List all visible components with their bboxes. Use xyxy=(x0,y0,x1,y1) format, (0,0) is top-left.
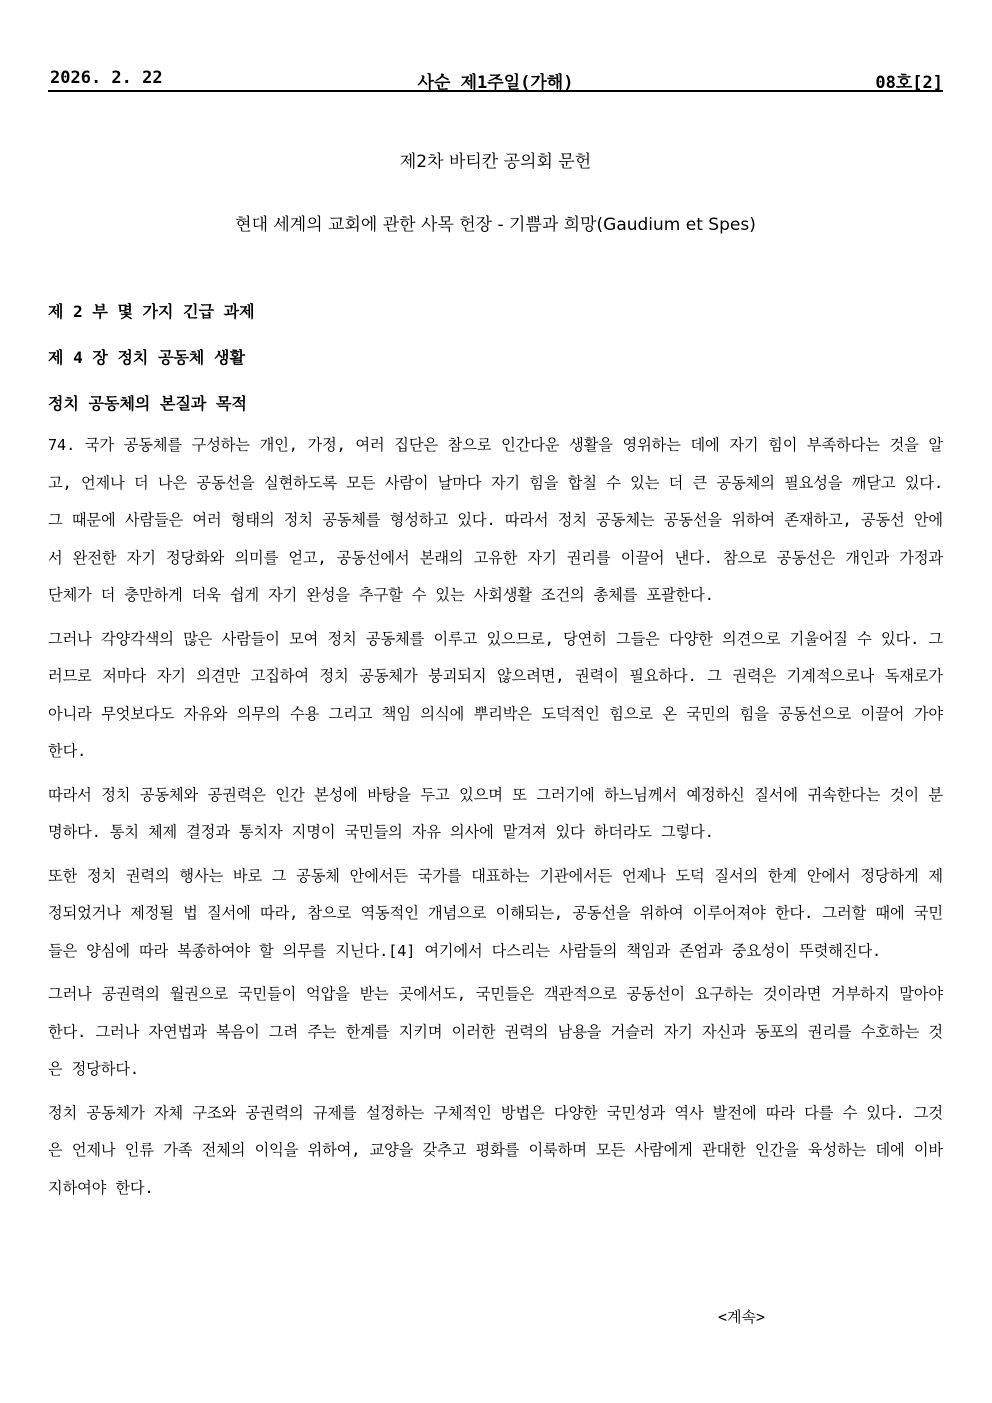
header-date: 2026. 2. 22 xyxy=(50,68,163,88)
paragraph-3: 따라서 정치 공동체와 공권력은 인간 본성에 바탕을 두고 있으며 또 그러기에 하느님께서 예정하신 질서에 귀속한다는 것이 분명하다. 통치 체제 결정과 통치자 지명이 국민들의 자유 의사에 맡겨져 있다 하더라도 그렇다. xyxy=(48,785,943,841)
header-issue: 08호[2] xyxy=(875,73,943,93)
paragraph-5: 그러나 공권력의 월권으로 국민들이 억압을 받는 곳에서도, 국민들은 객관적으로 공동선이 요구하는 것이라면 거부하지 말아야 한다. 그러나 자연법과 복음이 그려 주는 한계를 지키며 이러한 권력의 남용을 거슬러 자기 자신과 동포의 권리를 수호하는 것은 정당하다. xyxy=(48,985,943,1078)
part-heading: 제 2 부 몇 가지 긴급 과제 xyxy=(48,302,255,321)
paragraph-2: 그러나 각양각색의 많은 사람들이 모여 정치 공동체를 이루고 있으므로, 당연히 그들은 다양한 의견으로 기울어질 수 있다. 그러므로 저마다 자기 의견만 고집하여 정치 공동체가 붕괴되지 않으려면, 권력이 필요하다. 그 권력은 기계적으로나 독재로가 아니라 무엇보다도 자유와 의무의 수용 그리고 책임 의식에 뿌리박은 도덕적인 힘으로 온 국민의 힘을 공동선으로 이끌어 가야 한다. xyxy=(48,629,943,760)
document-title: 제2차 바티칸 공의회 문헌 xyxy=(399,152,592,172)
page-header xyxy=(48,60,943,92)
paragraph-1: 74. 국가 공동체를 구성하는 개인, 가정, 여러 집단은 참으로 인간다운 생활을 영위하는 데에 자기 힘이 부족하다는 것을 알고, 언제나 더 나은 공동선을 실현하도록 모든 사람이 날마다 자기 힘을 합칠 수 있는 더 큰 공동체의 필요성을 깨닫고 있다. 그 때문에 사람들은 여러 형태의 정치 공동체를 형성하고 있다. 따라서 정치 공동체는 공동선을 위하여 존재하고, 공동선 안에서 완전한 자기 정당화와 의미를 얻고, 공동선에서 본래의 고유한 자기 권리를 이끌어 낸다. 참으로 공동선은 개인과 가정과 단체가 더 충만하게 더욱 쉽게 자기 완성을 추구할 수 있는 사회생활 조건의 총체를 포괄한다. xyxy=(48,436,943,604)
section-heading: 정치 공동체의 본질과 목적 xyxy=(48,394,247,413)
document-subtitle: 현대 세계의 교회에 관한 사목 헌장 - 기쁨과 희망(Gaudium et Spes) xyxy=(235,215,756,235)
header-title: 사순 제1주일(가해) xyxy=(417,73,574,93)
continue-mark: <계속> xyxy=(718,1308,766,1326)
paragraph-6: 정치 공동체가 자체 구조와 공권력의 규제를 설정하는 구체적인 방법은 다양한 국민성과 역사 발전에 따라 다를 수 있다. 그것은 언제나 인류 가족 전체의 이익을 위하여, 교양을 갖추고 평화를 이룩하며 모든 사람에게 관대한 인간을 육성하는 데에 이바지하여야 한다. xyxy=(48,1103,943,1197)
document-page xyxy=(48,60,943,1213)
chapter-heading: 제 4 장 정치 공동체 생활 xyxy=(48,348,245,367)
paragraph-4: 또한 정치 권력의 행사는 바로 그 공동체 안에서든 국가를 대표하는 기관에서든 언제나 도덕 질서의 한계 안에서 정당하게 제정되었거나 제정될 법 질서에 따라, 참으로 역동적인 개념으로 이해되는, 공동선을 위하여 이루어져야 한다. 그러할 때에 국민들은 양심에 따라 복종하여야 할 의무를 지닌다.[4] 여기에서 다스리는 사람들의 책임과 존엄과 중요성이 뚜렷해진다. xyxy=(48,866,943,960)
